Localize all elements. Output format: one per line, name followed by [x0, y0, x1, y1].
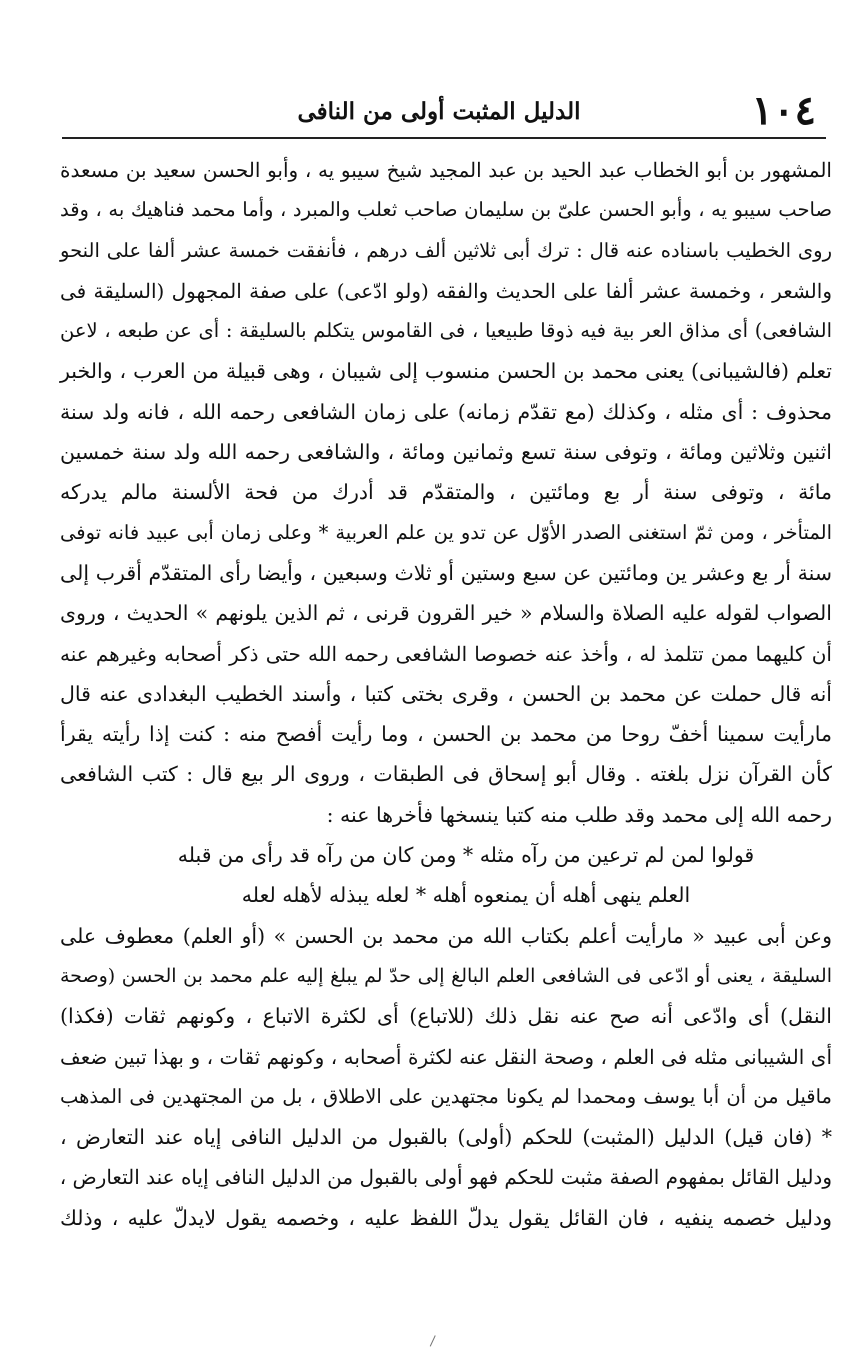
- text-line: * (فان قيل) الدليل (المثبت) للحكم (أولى) بالقبول من الدليل النافى إياه عند التعارض ،: [60, 1125, 832, 1150]
- running-title: الدليل المثبت أولى من النافى: [297, 98, 581, 125]
- header-rule: [62, 137, 826, 139]
- page-number: ١٠٤: [751, 87, 816, 134]
- text-line: سنة أر بع وعشر ين ومائتين عن سبع وستين أو ثلاث وسبعين ، وأيضا رأى المتقدّم أقرب إلى: [60, 560, 832, 585]
- text-line: صاحب سيبو يه ، وأبو الحسن علىّ بن سليمان صاحب ثعلب والمبرد ، وأما محمد فناهيك به ، وقد: [60, 198, 832, 222]
- text-line: تعلم (فالشيبانى) يعنى محمد بن الحسن منسوب إلى شيبان ، وهى قبيلة من العرب ، والخبر: [60, 359, 832, 384]
- text-line: المتأخر ، ومن ثمّ استغنى الصدر الأوّل عن تدو ين علم العربية * وعلى زمان أبى عبيد فانه توفى: [60, 520, 832, 544]
- text-line: ماقيل من أن أبا يوسف ومحمدا لم يكونا مجتهدين على الاطلاق ، بل من المجتهدين فى المذهب: [60, 1084, 832, 1108]
- text-line: محذوف : أى مثله ، وكذلك (مع تقدّم زمانه) على زمان الشافعى رحمه الله ، فانه ولد سنة: [60, 399, 832, 424]
- print-mark: [430, 1335, 441, 1348]
- text-line: مائة ، وتوفى سنة أر بع ومائتين ، والمتقدّم قد أدرك من فحة الألسنة مالم يدركه: [60, 480, 832, 505]
- text-line: ودليل خصمه ينفيه ، فان القائل يقول يدلّ اللفظ عليه ، وخصمه يقول لايدلّ عليه ، وذلك: [60, 1205, 832, 1230]
- text-line: رحمه الله إلى محمد وقد طلب منه كتبا ينسخها فأخرها عنه :: [326, 802, 832, 827]
- text-line: الشافعى) أى مذاق العر بية فيه ذوقا طبيعيا ، فى القاموس يتكلم بالسليقة : أى عن طبعه ، لاعن: [60, 319, 832, 343]
- body-text: [60, 150, 832, 1238]
- verse-line: العلم ينهى أهله أن يمنعوه أهله * لعله يبذله لأهله لعله: [241, 883, 691, 908]
- text-line: والشعر ، وخمسة عشر ألفا على الحديث والفقه (ولو ادّعى) على صفة المجهول (السليقة فى: [60, 278, 832, 303]
- text-line: السليقة ، يعنى أو ادّعى فى الشافعى العلم البالغ إلى حدّ لم يبلغ إليه علم محمد بن الحسن (وصحة: [60, 964, 832, 987]
- text-line: روى الخطيب باسناده عنه قال : ترك أبى ثلاثين ألف درهم ، فأنفقت خمسة عشر ألفا على النحو: [60, 238, 832, 262]
- text-line: الصواب لقوله عليه الصلاة والسلام « خير القرون قرنى ، ثم الذين يلونهم » الحديث ، وروى: [60, 601, 832, 626]
- text-line: أنه قال حملت عن محمد بن الحسن ، وقرى بختى كتبا ، وأسند الخطيب البغدادى عنه قال: [60, 681, 832, 706]
- text-line: مارأيت سمينا أخفّ روحا من محمد بن الحسن ، وما رأيت أفصح منه : كنت إذا رأيته يقرأ: [60, 722, 832, 747]
- text-line: أى الشيبانى مثله فى العلم ، وصحة النقل عنه لكثرة أصحابه ، وكونهم ثقات ، و بهذا تبين ضعف: [60, 1044, 832, 1069]
- text-line: أن كليهما ممن تتلمذ له ، وأخذ عنه خصوصا الشافعى رحمه الله حتى ذكر أصحابه وغيرهم عنه: [60, 641, 832, 666]
- page-header: [62, 86, 816, 136]
- text-line: ودليل القائل بمفهوم الصفة مثبت للحكم فهو أولى بالقبول من الدليل النافى إياه عند التعارض ،: [59, 1165, 832, 1190]
- text-line: كأن القرآن نزل بلغته . وقال أبو إسحاق فى الطبقات ، وروى الر بيع قال : كتب الشافعى: [60, 762, 832, 787]
- verse-line: قولوا لمن لم ترعين من رآه مثله * ومن كان من رآه قد رأى من قبله: [177, 843, 755, 868]
- text-line: اثنين وثلاثين ومائة ، وتوفى سنة تسع وثمانين ومائة ، والشافعى رحمه الله ولد سنة خمسين: [60, 440, 832, 465]
- text-line: النقل) أى وادّعى أنه صح عنه نقل ذلك (للاتباع) أى لكثرة الاتباع ، وكونهم ثقات (فكذا): [60, 1004, 832, 1029]
- text-line: وعن أبى عبيد « مارأيت أعلم بكتاب الله من محمد بن الحسن » (أو العلم) معطوف على: [60, 923, 832, 948]
- text-line: المشهور بن أبو الخطاب عبد الحيد بن عبد المجيد شيخ سيبو يه ، وأبو الحسن سعيد بن مسعدة: [60, 158, 832, 182]
